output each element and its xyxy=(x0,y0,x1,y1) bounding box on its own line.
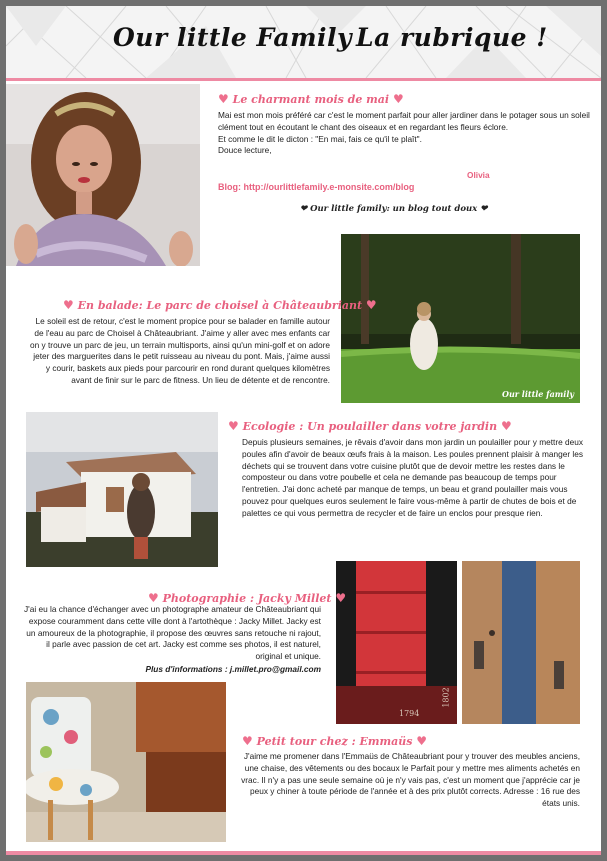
section-heading-balade xyxy=(63,298,377,312)
chair-photo xyxy=(26,682,226,842)
section-heading-ecologie xyxy=(228,419,512,433)
section-heading-emmaus xyxy=(242,734,427,748)
heading-text: Le charmant mois de mai xyxy=(232,93,390,106)
blog-link[interactable]: Blog: http://ourlittlefamily.e-monsite.com/blog xyxy=(218,182,415,192)
heart-icon: ♥ xyxy=(148,591,159,605)
emmaus-text: J'aime me promener dans l'Emmaüs de Châteaubriant pour y trouver des meubles anciens, une chaise, des vêtements ou des bocaux le Parfait pour y mettre mes aliments achetés en vrac. Il n'y a pas une seule semaine où je n'y vais pas, c'est un moment que j'apprécie car je peux y chiner à toute période de l'année et à des prix plutôt corrects. Adresse : 16 rue des états unis. xyxy=(241,751,580,809)
balade-text: Le soleil est de retour, c'est le moment propice pour se balader en famille autour de l'eau au parc de Choisel à Châteaubriant. J'aime y aller avec mes enfants car on y trouve un parc de jeu, un terrain multisports, ainsi qu'un mini-golf et on adore jeter des marguerites dans le petit ruisseau au niveau du pont. Mais, j'aime aussi y courir, baskets aux pieds pour parcourir en rond durant quelques kilomètres avant de finir sur le parc de fitness. Un lieu de détente et de rencontre. xyxy=(30,316,330,385)
portrait-photo xyxy=(6,84,200,266)
heart-icon: ♥ xyxy=(242,734,253,748)
heart-icon: ♥ xyxy=(228,419,239,433)
footer-divider xyxy=(6,851,601,855)
photographie-text: J'ai eu la chance d'échanger avec un photographe amateur de Châteaubriant qui expose couramment dans cette ville dont à l'artothèque : Jacky Millet. Jacky est un amoureux de la photographie, il propose des œuvres sans retouche ni rajout, il parle avec passion de cet art. Jacky est comme ses photos, il est naturel, original et unique. xyxy=(24,604,321,662)
ecologie-text: Depuis plusieurs semaines, je rêvais d'avoir dans mon jardin un poulailler pour y mettre deux poules afin d'avoir de beaux œufs frais à la maison. Les poules prennent plaisir à manger les déchets qui se trouvent dans votre cuisine plutôt que de devoir mettre les restes dans le composteur ou dans votre poubelle et cela ne demande pas beaucoup de temps pour l'entretien. J'ai donc acheté par manque de temps, un beau et grand poulailler mais vous pouvez pour quelques euros seulement le faire vous-même à partir de chutes de bois et de palettes ce qui vous permettra de recycler et de faire un enclos pour presque rien. xyxy=(242,437,584,518)
heart-icon: ♥ xyxy=(392,92,404,106)
heart-icon: ♥ xyxy=(335,591,347,605)
intro-closing: Douce lecture, xyxy=(218,145,272,156)
header-banner xyxy=(6,6,601,78)
heart-icon: ♥ xyxy=(365,298,377,312)
section-heading-intro xyxy=(218,92,404,106)
photo-number-1802: 1802 xyxy=(441,687,451,708)
tagline: ❤ Our little family: un blog tout doux ❤ xyxy=(300,204,488,214)
signature: Olivia xyxy=(467,170,490,180)
photo-watermark: Our little family xyxy=(502,389,574,399)
intro-text xyxy=(218,110,590,157)
heading-text: Ecologie : Un poulailler dans votre jardin xyxy=(242,420,498,433)
photo-number-1794: 1794 xyxy=(399,709,420,718)
heart-icon: ♥ xyxy=(500,419,512,433)
red-door-photo xyxy=(336,561,457,724)
heart-icon: ♥ xyxy=(416,734,428,748)
section-heading-photographie xyxy=(148,591,346,605)
masthead-subtitle: La rubrique ! xyxy=(356,23,548,52)
intro-paragraph: Mai est mon mois préféré car c'est le moment parfait pour aller jardiner dans le potager sous un soleil clément tout en écoutant le chant des oiseaux et en regardant les fleurs éclore. xyxy=(218,110,590,132)
henhouse-photo xyxy=(26,412,218,567)
contact-email[interactable]: Plus d'informations : j.millet.pro@gmail.com xyxy=(145,664,321,674)
heading-text: En balade: Le parc de choisel à Châteaubriant xyxy=(77,299,363,312)
header-divider xyxy=(6,78,601,81)
heading-text: Petit tour chez : Emmaüs xyxy=(256,735,413,748)
heading-text: Photographie : Jacky Millet xyxy=(162,592,332,605)
blue-door-photo xyxy=(462,561,580,724)
heart-icon: ♥ xyxy=(218,92,229,106)
heart-icon: ♥ xyxy=(63,298,74,312)
masthead-title: Our little Family xyxy=(113,23,353,52)
park-photo xyxy=(341,234,580,403)
magazine-page xyxy=(6,6,601,855)
intro-quote: Et comme le dit le dicton : "En mai, fais ce qu'il te plaît". xyxy=(218,133,422,144)
